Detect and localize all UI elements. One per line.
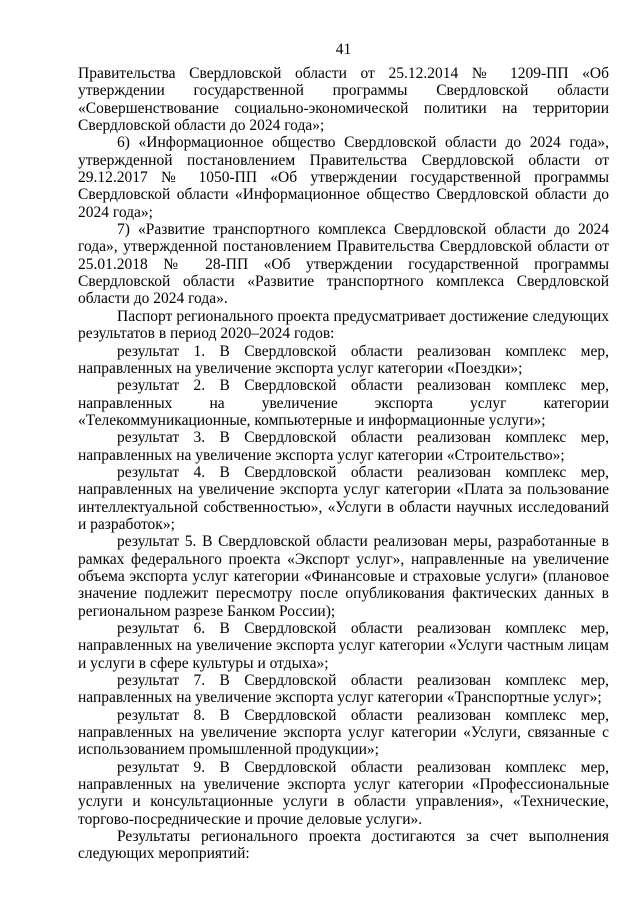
paragraph-result-8: результат 8. В Свердловской области реализован комплекс мер, направленных на увеличение экспорта услуг категории «Услуги, связанные с использованием промышленной продукции»; xyxy=(78,706,609,759)
paragraph-result-7: результат 7. В Свердловской области реализован комплекс мер, направленных на увеличение экспорта услуг категории «Транспортные услуг»; xyxy=(78,672,609,707)
paragraph-result-2: результат 2. В Свердловской области реализован комплекс мер, направленных на увеличение экспорта услуг категории «Телекоммуникационные, компьютерные и информационные услуги»; xyxy=(78,377,609,429)
paragraph-result-6: результат 6. В Свердловской области реализован комплекс мер, направленных на увеличение экспорта услуг категории «Услуги частным лицам и услуги в сфере культуры и отдыха»; xyxy=(78,620,609,672)
paragraph-passport-intro: Паспорт регионального проекта предусматривает достижение следующих результатов в период 2020–2024 годов: xyxy=(78,307,609,343)
paragraph-result-5: результат 5. В Свердловской области реализован меры, разработанные в рамках федерального проекта «Экспорт услуг», направленные на увеличение объема экспорта услуг категории «Финансовые и страховые услуги» (плановое значение подлежит пересмотру после опубликования фактических данных в региональном разрезе Банком России); xyxy=(78,533,609,620)
paragraph-program-7: 7) «Развитие транспортного комплекса Свердловской области до 2024 года», утвержденной постановлением Правительства Свердловской области от 25.01.2018 № 28-ПП «Об утверждении государственной программы Свердловской области «Развитие транспортного комплекса Свердловской области до 2024 года». xyxy=(78,221,609,308)
paragraph-program-continuation: Правительства Свердловской области от 25.12.2014 № 1209-ПП «Об утверждении государственной программы Свердловской области «Совершенствование социально-экономической политики на территории Свердловской области до 2024 года»; xyxy=(78,65,609,135)
paragraph-result-3: результат 3. В Свердловской области реализован комплекс мер, направленных на увеличение экспорта услуг категории «Строительство»; xyxy=(78,429,609,464)
paragraph-program-6: 6) «Информационное общество Свердловской области до 2024 года», утвержденной постановлением Правительства Свердловской области от 29.12.2017 № 1050-ПП «Об утверждении государственной программы Свердловской области «Информационное общество Свердловской области до 2024 года»; xyxy=(78,134,609,221)
paragraph-result-9: результат 9. В Свердловской области реализован комплекс мер, направленных на увеличение экспорта услуг категории «Профессиональные услуги и консультационные услуги в области управления», «Технические, торгово-посреднические и прочие деловые услуги». xyxy=(78,758,609,828)
paragraph-result-4: результат 4. В Свердловской области реализован комплекс мер, направленных на увеличение экспорта услуг категории «Плата за пользование интеллектуальной собственностью», «Услуги в области научных исследований и разработок»; xyxy=(78,463,609,533)
document-page xyxy=(78,40,609,863)
paragraph-result-1: результат 1. В Свердловской области реализован комплекс мер, направленных на увеличение экспорта услуг категории «Поездки»; xyxy=(78,342,609,377)
paragraph-measures-intro: Результаты регионального проекта достигаются за счет выполнения следующих мероприятий: xyxy=(78,828,609,863)
page-number: 41 xyxy=(335,41,352,58)
